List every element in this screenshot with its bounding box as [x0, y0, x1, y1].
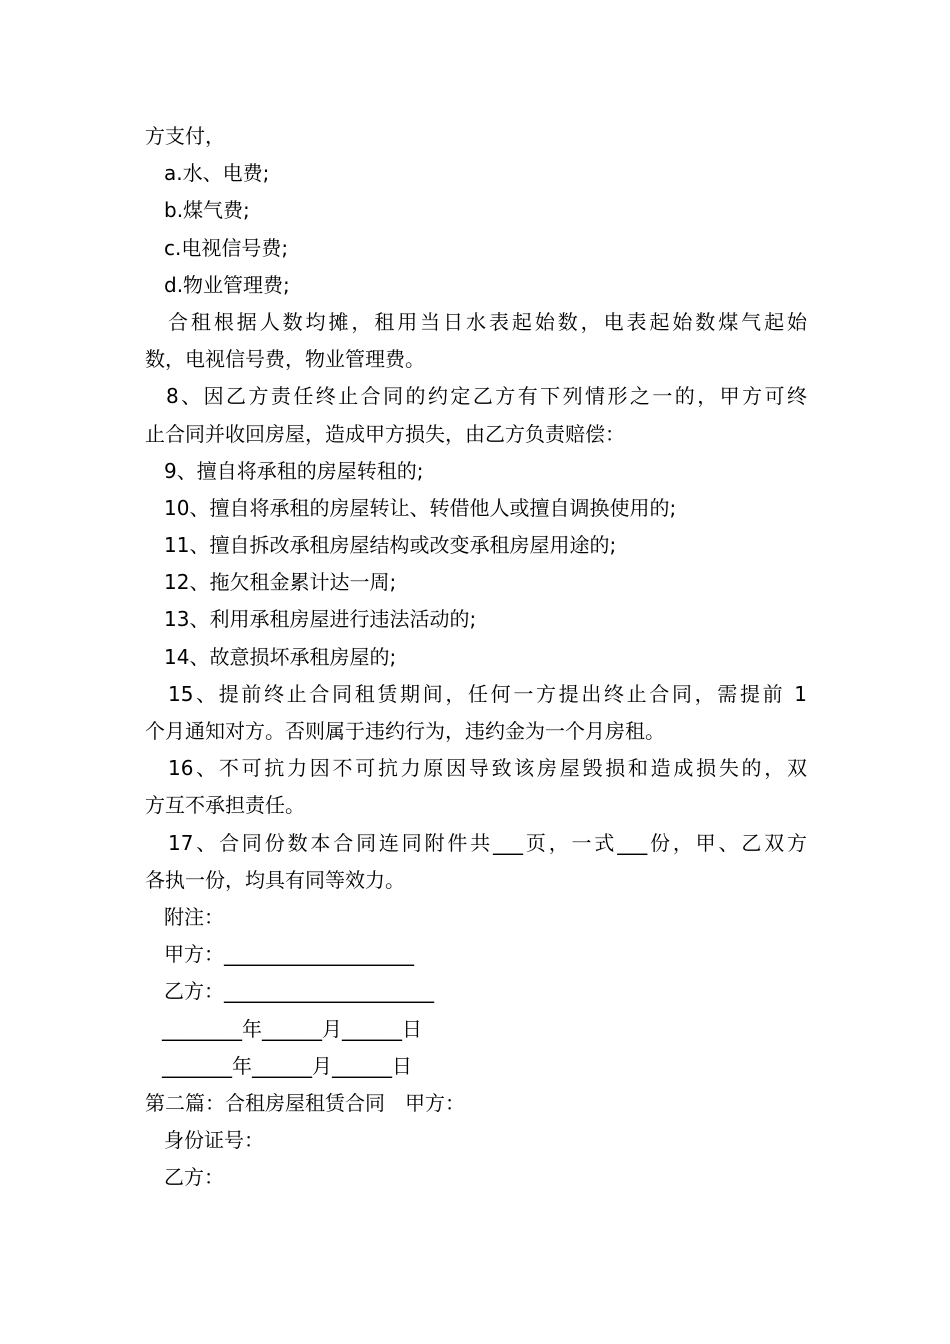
clause-10: 10、擅自将承租的房屋转让、转借他人或擅自调换使用的; — [164, 495, 677, 520]
clause-15-line: 个月通知对方。否则属于违约行为，违约金为一个月房租。 — [145, 719, 665, 743]
section-heading-line — [145, 1085, 807, 1122]
party-b-label: 乙方： — [164, 1165, 224, 1190]
clause-14: 14、故意损坏承租房屋的; — [164, 644, 397, 669]
id-number-label: 身份证号： — [164, 1128, 264, 1153]
party-a-signature: 甲方：___________________ — [164, 942, 414, 967]
document-body — [145, 118, 807, 1196]
clause-9: 9、擅自将承租的房屋转租的; — [164, 458, 424, 483]
clause-8-line: 止合同并收回房屋，造成甲方损失，由乙方负责赔偿： — [145, 421, 625, 446]
clause-17-line: 各执一份，均具有同等效力。 — [145, 867, 405, 892]
paragraph-line: 合租根据人数均摊，租用当日水表起始数，电表起始数煤气起始 — [168, 309, 807, 334]
party-b-signature: 乙方：_____________________ — [164, 979, 434, 1004]
date-line: ________年______月______日 — [162, 1016, 422, 1041]
clause-8-line: 8、因乙方责任终止合同的约定乙方有下列情形之一的，甲方可终 — [166, 384, 807, 409]
clause-15-line: 15、提前终止合同租赁期间，任何一方提出终止合同，需提前 1 — [168, 681, 807, 706]
list-item-d: d.物业管理费; — [164, 272, 290, 297]
clause-13: 13、利用承租房屋进行违法活动的; — [164, 607, 477, 632]
note-label: 附注： — [164, 904, 224, 929]
paragraph-line: 数，电视信号费，物业管理费。 — [145, 347, 425, 372]
text-line: 方支付， — [145, 124, 225, 148]
list-item-a: a.水、电费; — [164, 161, 270, 186]
clause-17-line: 17、合同份数本合同连同附件共___页，一式___份，甲、乙双方 — [168, 830, 807, 855]
party-a-label: 甲方： — [405, 1090, 465, 1115]
clause-12: 12、拖欠租金累计达一周; — [164, 570, 397, 595]
date-line: _______年______月______日 — [162, 1053, 412, 1078]
clause-11: 11、擅自拆改承租房屋结构或改变承租房屋用途的; — [164, 533, 617, 558]
clause-16-line: 16、不可抗力因不可抗力原因导致该房屋毁损和造成损失的，双 — [168, 756, 807, 781]
list-item-b: b.煤气费; — [164, 198, 250, 223]
clause-16-line: 方互不承担责任。 — [145, 793, 305, 818]
list-item-c: c.电视信号费; — [164, 235, 289, 260]
section-title: 第二篇：合租房屋租赁合同 — [145, 1090, 385, 1115]
